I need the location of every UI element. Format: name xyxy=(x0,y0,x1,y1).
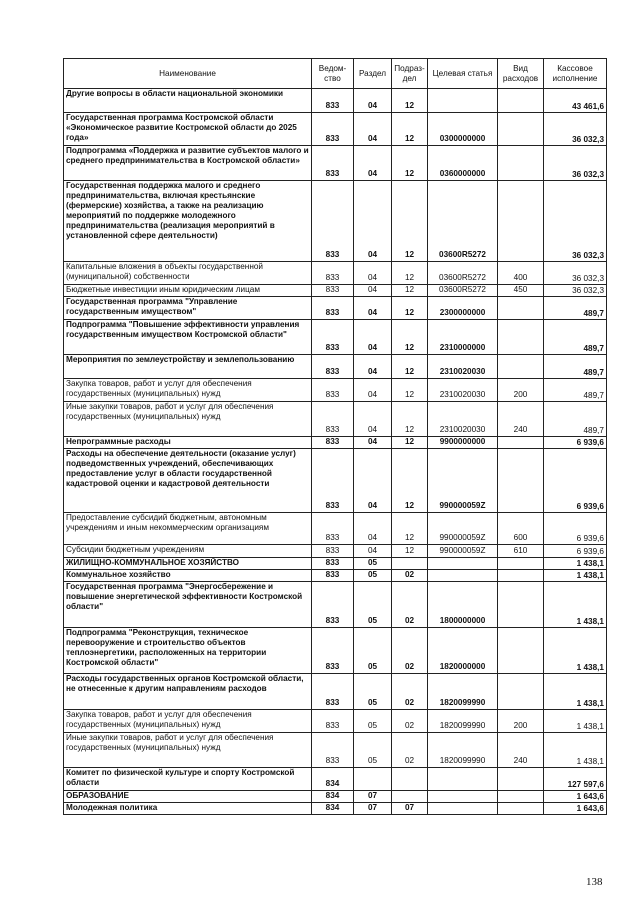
header-kassovoe: Кассовое исполнение xyxy=(544,59,607,89)
cell-vid xyxy=(498,628,544,674)
cell-kassovoe: 36 032,3 xyxy=(544,113,607,146)
cell-podrazdel: 02 xyxy=(392,570,428,582)
cell-vedomstvo: 833 xyxy=(312,733,354,768)
cell-vedomstvo: 833 xyxy=(312,113,354,146)
header-vedomstvo: Ведом-ство xyxy=(312,59,354,89)
cell-celevaya: 1820099990 xyxy=(428,674,498,710)
cell-name: Расходы на обеспечение деятельности (оказание услуг) подведомственных учреждений, обеспечивающих предоставление услуг в области государственной кадастровой оценки и кадастровой деятельности xyxy=(64,449,312,513)
cell-podrazdel xyxy=(392,791,428,803)
table-row xyxy=(64,710,607,733)
page-number: 138 xyxy=(586,876,603,888)
cell-razdel: 05 xyxy=(354,570,392,582)
cell-razdel: 05 xyxy=(354,558,392,570)
cell-kassovoe: 36 032,3 xyxy=(544,181,607,262)
cell-vedomstvo: 834 xyxy=(312,803,354,815)
cell-vedomstvo: 833 xyxy=(312,437,354,449)
cell-celevaya xyxy=(428,791,498,803)
cell-kassovoe: 489,7 xyxy=(544,297,607,320)
table-row xyxy=(64,113,607,146)
cell-name: Подпрограмма «Поддержка и развитие субъектов малого и среднего предпринимательства в Костромской области» xyxy=(64,146,312,181)
cell-name: Капитальные вложения в объекты государственной (муниципальной) собственности xyxy=(64,262,312,285)
cell-podrazdel: 12 xyxy=(392,285,428,297)
table-row xyxy=(64,582,607,628)
table-row xyxy=(64,355,607,379)
cell-podrazdel: 12 xyxy=(392,545,428,558)
cell-vedomstvo: 833 xyxy=(312,628,354,674)
cell-vedomstvo: 834 xyxy=(312,768,354,791)
budget-table xyxy=(63,58,607,815)
cell-kassovoe: 1 438,1 xyxy=(544,628,607,674)
cell-razdel: 05 xyxy=(354,710,392,733)
cell-vid xyxy=(498,449,544,513)
cell-podrazdel xyxy=(392,768,428,791)
cell-name: Подпрограмма "Реконструкция, техническое перевооружение и строительство объектов теплоэнергетики, расположенных на территории Костромской области" xyxy=(64,628,312,674)
cell-vedomstvo: 833 xyxy=(312,379,354,402)
cell-name: Коммунальное хозяйство xyxy=(64,570,312,582)
table-row xyxy=(64,803,607,815)
table-row xyxy=(64,674,607,710)
table-row xyxy=(64,449,607,513)
cell-name: Бюджетные инвестиции иным юридическим лицам xyxy=(64,285,312,297)
cell-celevaya: 0300000000 xyxy=(428,113,498,146)
cell-podrazdel: 12 xyxy=(392,449,428,513)
cell-celevaya: 990000059Z xyxy=(428,449,498,513)
cell-vid: 200 xyxy=(498,710,544,733)
cell-kassovoe: 1 643,6 xyxy=(544,803,607,815)
header-podrazdel: Подраз-дел xyxy=(392,59,428,89)
cell-razdel: 07 xyxy=(354,803,392,815)
table-row xyxy=(64,402,607,437)
table-row xyxy=(64,297,607,320)
cell-vid xyxy=(498,803,544,815)
cell-kassovoe: 489,7 xyxy=(544,355,607,379)
cell-kassovoe: 36 032,3 xyxy=(544,262,607,285)
cell-name: Государственная программа "Управление государственным имуществом" xyxy=(64,297,312,320)
cell-vedomstvo: 834 xyxy=(312,791,354,803)
cell-kassovoe: 6 939,6 xyxy=(544,437,607,449)
table-row xyxy=(64,437,607,449)
cell-vedomstvo: 833 xyxy=(312,449,354,513)
cell-vedomstvo: 833 xyxy=(312,320,354,355)
cell-kassovoe: 6 939,6 xyxy=(544,449,607,513)
cell-celevaya xyxy=(428,89,498,113)
table-row xyxy=(64,379,607,402)
cell-kassovoe: 1 438,1 xyxy=(544,733,607,768)
cell-celevaya: 9900000000 xyxy=(428,437,498,449)
cell-razdel: 04 xyxy=(354,262,392,285)
cell-celevaya xyxy=(428,570,498,582)
cell-razdel: 04 xyxy=(354,89,392,113)
table-row xyxy=(64,181,607,262)
cell-name: Комитет по физической культуре и спорту Костромской области xyxy=(64,768,312,791)
cell-vid xyxy=(498,297,544,320)
cell-vid xyxy=(498,181,544,262)
cell-podrazdel: 12 xyxy=(392,297,428,320)
cell-celevaya: 990000059Z xyxy=(428,513,498,545)
cell-podrazdel: 02 xyxy=(392,628,428,674)
cell-celevaya: 990000059Z xyxy=(428,545,498,558)
cell-celevaya: 2310020030 xyxy=(428,355,498,379)
cell-podrazdel: 12 xyxy=(392,181,428,262)
cell-kassovoe: 6 939,6 xyxy=(544,545,607,558)
cell-vedomstvo: 833 xyxy=(312,558,354,570)
cell-name: Непрограммные расходы xyxy=(64,437,312,449)
cell-vid: 400 xyxy=(498,262,544,285)
table-row xyxy=(64,570,607,582)
cell-vedomstvo: 833 xyxy=(312,262,354,285)
cell-name: Закупка товаров, работ и услуг для обеспечения государственных (муниципальных) нужд xyxy=(64,379,312,402)
cell-name: Закупка товаров, работ и услуг для обеспечения государственных (муниципальных) нужд xyxy=(64,710,312,733)
cell-vedomstvo: 833 xyxy=(312,582,354,628)
table-header-row xyxy=(64,59,607,89)
cell-name: Расходы государственных органов Костромской области, не отнесенные к другим направлениям расходов xyxy=(64,674,312,710)
cell-vedomstvo: 833 xyxy=(312,181,354,262)
cell-kassovoe: 127 597,6 xyxy=(544,768,607,791)
cell-celevaya xyxy=(428,803,498,815)
cell-razdel: 04 xyxy=(354,379,392,402)
cell-kassovoe: 1 438,1 xyxy=(544,674,607,710)
cell-vid: 240 xyxy=(498,733,544,768)
cell-name: Иные закупки товаров, работ и услуг для обеспечения государственных (муниципальных) нужд xyxy=(64,402,312,437)
cell-razdel: 07 xyxy=(354,791,392,803)
cell-podrazdel: 12 xyxy=(392,355,428,379)
cell-name: Государственная программа Костромской области «Экономическое развитие Костромской области до 2025 года» xyxy=(64,113,312,146)
cell-razdel xyxy=(354,768,392,791)
cell-podrazdel: 12 xyxy=(392,402,428,437)
cell-vedomstvo: 833 xyxy=(312,710,354,733)
cell-vid xyxy=(498,355,544,379)
cell-razdel: 04 xyxy=(354,355,392,379)
header-celevaya: Целевая статья xyxy=(428,59,498,89)
cell-celevaya: 0360000000 xyxy=(428,146,498,181)
cell-kassovoe: 1 643,6 xyxy=(544,791,607,803)
cell-razdel: 04 xyxy=(354,449,392,513)
cell-podrazdel: 02 xyxy=(392,710,428,733)
cell-celevaya: 1800000000 xyxy=(428,582,498,628)
cell-kassovoe: 489,7 xyxy=(544,320,607,355)
cell-kassovoe: 489,7 xyxy=(544,402,607,437)
cell-vid xyxy=(498,674,544,710)
cell-kassovoe: 489,7 xyxy=(544,379,607,402)
cell-vid: 200 xyxy=(498,379,544,402)
cell-podrazdel: 12 xyxy=(392,513,428,545)
table-row xyxy=(64,89,607,113)
cell-vid: 610 xyxy=(498,545,544,558)
cell-name: Государственная поддержка малого и среднего предпринимательства, включая крестьянские (фермерские) хозяйства, а также на реализацию мероприятий по поддержке молодежного предпринимательства (реализация мероприятий в установленной сфере деятельности) xyxy=(64,181,312,262)
cell-vedomstvo: 833 xyxy=(312,146,354,181)
cell-celevaya: 2310000000 xyxy=(428,320,498,355)
cell-vid: 600 xyxy=(498,513,544,545)
cell-kassovoe: 1 438,1 xyxy=(544,582,607,628)
cell-razdel: 05 xyxy=(354,733,392,768)
cell-podrazdel: 12 xyxy=(392,379,428,402)
cell-vid xyxy=(498,570,544,582)
header-vid: Вид расходов xyxy=(498,59,544,89)
cell-vid xyxy=(498,582,544,628)
cell-vedomstvo: 833 xyxy=(312,545,354,558)
cell-kassovoe: 1 438,1 xyxy=(544,558,607,570)
cell-celevaya: 1820099990 xyxy=(428,733,498,768)
cell-podrazdel: 12 xyxy=(392,113,428,146)
cell-celevaya xyxy=(428,768,498,791)
cell-vid xyxy=(498,320,544,355)
cell-vid xyxy=(498,791,544,803)
cell-celevaya: 2310020030 xyxy=(428,379,498,402)
header-name: Наименование xyxy=(64,59,312,89)
table-row xyxy=(64,513,607,545)
table-row xyxy=(64,146,607,181)
cell-kassovoe: 36 032,3 xyxy=(544,285,607,297)
cell-razdel: 04 xyxy=(354,181,392,262)
cell-podrazdel: 12 xyxy=(392,437,428,449)
cell-vid xyxy=(498,113,544,146)
cell-razdel: 04 xyxy=(354,297,392,320)
cell-vid: 450 xyxy=(498,285,544,297)
cell-vedomstvo: 833 xyxy=(312,570,354,582)
cell-podrazdel xyxy=(392,558,428,570)
cell-celevaya: 2300000000 xyxy=(428,297,498,320)
cell-razdel: 05 xyxy=(354,582,392,628)
cell-podrazdel: 12 xyxy=(392,89,428,113)
cell-razdel: 04 xyxy=(354,513,392,545)
cell-vedomstvo: 833 xyxy=(312,89,354,113)
cell-vedomstvo: 833 xyxy=(312,674,354,710)
table-row xyxy=(64,558,607,570)
cell-kassovoe: 1 438,1 xyxy=(544,710,607,733)
cell-razdel: 04 xyxy=(354,437,392,449)
table-row xyxy=(64,320,607,355)
table-row xyxy=(64,733,607,768)
cell-vedomstvo: 833 xyxy=(312,355,354,379)
cell-name: Молодежная политика xyxy=(64,803,312,815)
cell-podrazdel: 12 xyxy=(392,320,428,355)
header-razdel: Раздел xyxy=(354,59,392,89)
cell-razdel: 04 xyxy=(354,146,392,181)
table-row xyxy=(64,285,607,297)
table-row xyxy=(64,545,607,558)
cell-vid: 240 xyxy=(498,402,544,437)
cell-name: Субсидии бюджетным учреждениям xyxy=(64,545,312,558)
cell-podrazdel: 12 xyxy=(392,146,428,181)
cell-celevaya: 1820099990 xyxy=(428,710,498,733)
cell-celevaya: 03600R5272 xyxy=(428,181,498,262)
cell-kassovoe: 36 032,3 xyxy=(544,146,607,181)
cell-razdel: 04 xyxy=(354,113,392,146)
cell-name: Иные закупки товаров, работ и услуг для обеспечения государственных (муниципальных) нужд xyxy=(64,733,312,768)
cell-celevaya: 03600R5272 xyxy=(428,262,498,285)
cell-name: ЖИЛИЩНО-КОММУНАЛЬНОЕ ХОЗЯЙСТВО xyxy=(64,558,312,570)
cell-name: ОБРАЗОВАНИЕ xyxy=(64,791,312,803)
cell-kassovoe: 43 461,6 xyxy=(544,89,607,113)
cell-celevaya xyxy=(428,558,498,570)
cell-razdel: 05 xyxy=(354,674,392,710)
cell-podrazdel: 02 xyxy=(392,733,428,768)
table-row xyxy=(64,628,607,674)
cell-podrazdel: 02 xyxy=(392,674,428,710)
cell-razdel: 04 xyxy=(354,402,392,437)
cell-kassovoe: 6 939,6 xyxy=(544,513,607,545)
cell-vid xyxy=(498,437,544,449)
cell-vedomstvo: 833 xyxy=(312,297,354,320)
cell-name: Предоставление субсидий бюджетным, автономным учреждениям и иным некоммерческим организациям xyxy=(64,513,312,545)
table-row xyxy=(64,791,607,803)
table-body xyxy=(64,89,607,815)
cell-razdel: 04 xyxy=(354,320,392,355)
cell-vedomstvo: 833 xyxy=(312,513,354,545)
cell-celevaya: 2310020030 xyxy=(428,402,498,437)
cell-razdel: 04 xyxy=(354,545,392,558)
cell-name: Государственная программа "Энергосбережение и повышение энергетической эффективности Костромской области" xyxy=(64,582,312,628)
cell-vid xyxy=(498,89,544,113)
cell-celevaya: 03600R5272 xyxy=(428,285,498,297)
cell-vedomstvo: 833 xyxy=(312,285,354,297)
cell-vid xyxy=(498,146,544,181)
cell-razdel: 04 xyxy=(354,285,392,297)
table-row xyxy=(64,768,607,791)
cell-vid xyxy=(498,558,544,570)
cell-razdel: 05 xyxy=(354,628,392,674)
cell-name: Мероприятия по землеустройству и землепользованию xyxy=(64,355,312,379)
cell-celevaya: 1820000000 xyxy=(428,628,498,674)
cell-name: Другие вопросы в области национальной экономики xyxy=(64,89,312,113)
cell-vedomstvo: 833 xyxy=(312,402,354,437)
cell-podrazdel: 02 xyxy=(392,582,428,628)
cell-podrazdel: 12 xyxy=(392,262,428,285)
cell-podrazdel: 07 xyxy=(392,803,428,815)
table-row xyxy=(64,262,607,285)
cell-vid xyxy=(498,768,544,791)
cell-kassovoe: 1 438,1 xyxy=(544,570,607,582)
cell-name: Подпрограмма "Повышение эффективности управления государственным имуществом Костромской области" xyxy=(64,320,312,355)
